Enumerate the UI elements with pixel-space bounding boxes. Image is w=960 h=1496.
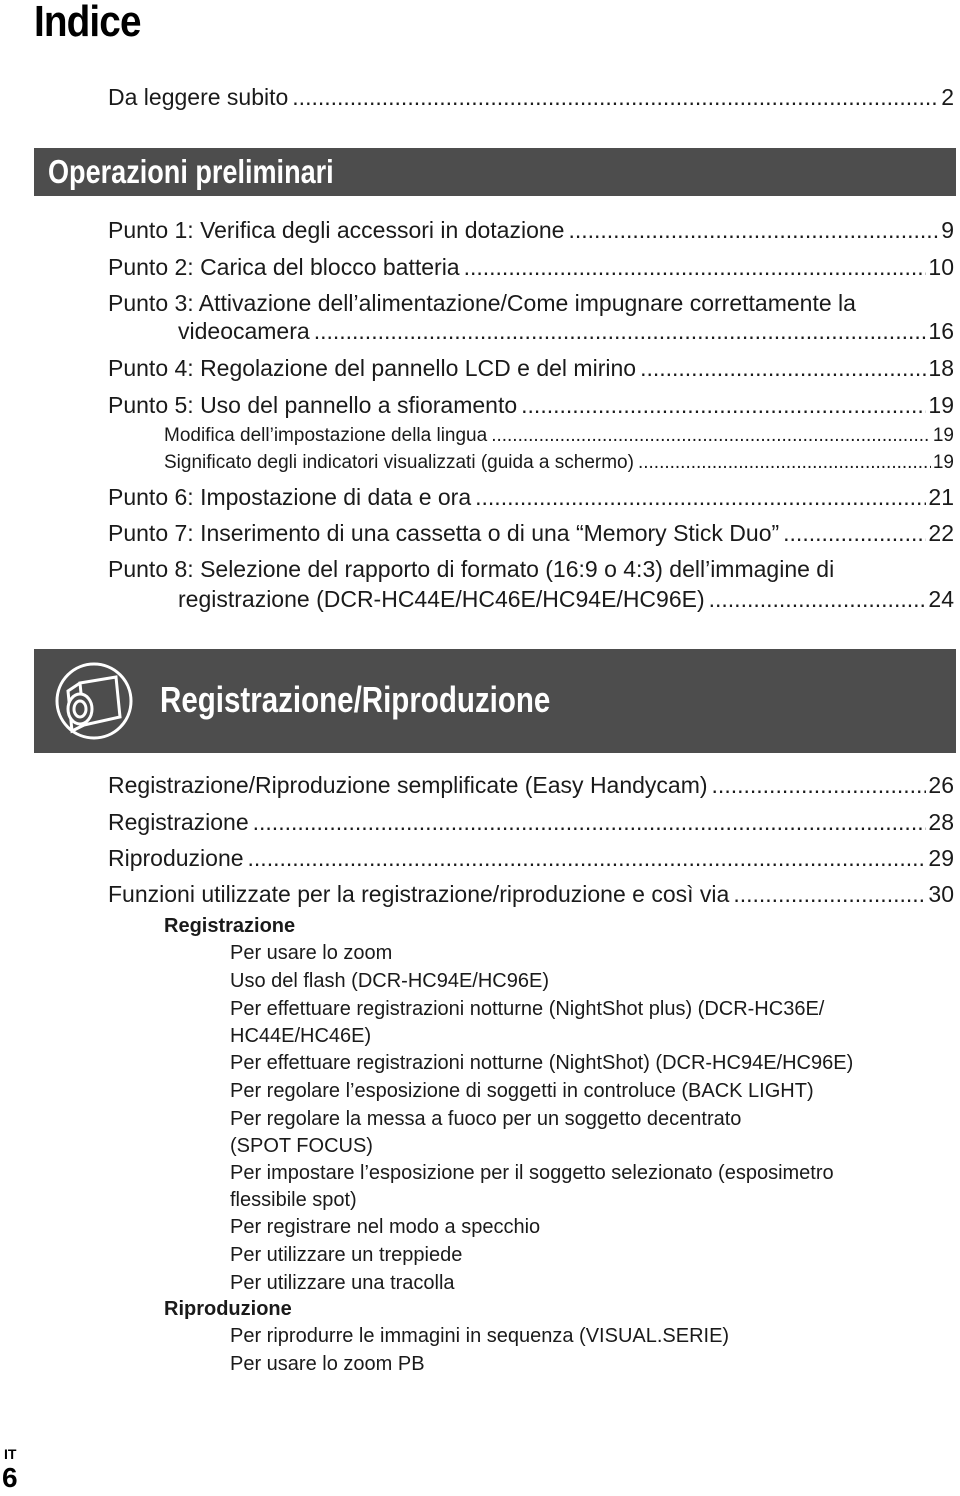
toc-entry-text: Punto 6: Impostazione di data e ora	[108, 484, 472, 510]
toc-page-number: 9	[941, 217, 954, 243]
leader-dots	[709, 586, 927, 613]
toc-entry-text: Registrazione	[108, 809, 249, 835]
toc-entry-text[interactable]: Punto 8: Selezione del rapporto di formato (16:9 o 4:3) dell’immagine di	[108, 556, 835, 582]
list-item[interactable]: Per usare lo zoom	[230, 942, 393, 964]
section-header-operazioni	[34, 148, 956, 196]
leader-dots	[464, 254, 927, 281]
list-item-cont[interactable]: HC44E/HC46E)	[230, 1025, 372, 1047]
toc-entry[interactable]	[108, 392, 954, 419]
list-item[interactable]: Per riprodurre le immagini in sequenza (VISUAL.SERIE)	[230, 1325, 730, 1347]
toc-entry[interactable]	[108, 355, 954, 382]
language-label: IT	[4, 1446, 17, 1462]
list-item[interactable]: Uso del flash (DCR-HC94E/HC96E)	[230, 970, 549, 992]
leader-dots	[253, 809, 927, 836]
leader-dots	[568, 217, 939, 244]
toc-entry-text-cont: videocamera	[178, 318, 310, 344]
toc-entry[interactable]	[108, 881, 954, 908]
leader-dots	[475, 484, 926, 511]
leader-dots	[248, 845, 927, 872]
toc-entry[interactable]	[178, 586, 954, 613]
toc-entry[interactable]	[108, 845, 954, 872]
toc-page-number: 21	[928, 484, 954, 510]
list-item-cont[interactable]: (SPOT FOCUS)	[230, 1135, 373, 1157]
list-item[interactable]: Per impostare l’esposizione per il soggetto selezionato (esposimetro	[230, 1162, 834, 1184]
page-title: Indice	[34, 0, 141, 46]
leader-dots	[712, 772, 927, 799]
list-item-cont[interactable]: flessibile spot)	[230, 1189, 357, 1211]
camcorder-icon	[54, 661, 134, 741]
toc-entry-text: Punto 1: Verifica degli accessori in dotazione	[108, 217, 565, 243]
toc-subentry[interactable]	[164, 425, 954, 447]
list-item[interactable]: Per effettuare registrazioni notturne (NightShot plus) (DCR-HC36E/	[230, 998, 825, 1020]
toc-page-number: 26	[928, 772, 954, 798]
toc-page-number: 18	[928, 355, 954, 381]
subheading-riproduzione: Riproduzione	[164, 1298, 292, 1320]
toc-entry[interactable]	[108, 772, 954, 799]
list-item[interactable]: Per regolare l’esposizione di soggetti in controluce (BACK LIGHT)	[230, 1080, 814, 1102]
list-item[interactable]: Per usare lo zoom PB	[230, 1353, 425, 1375]
leader-dots	[733, 881, 926, 908]
toc-page-number: 16	[928, 318, 954, 344]
leader-dots	[638, 452, 931, 474]
toc-entry-text: Da leggere subito	[108, 84, 289, 110]
leader-dots	[521, 392, 926, 419]
subheading-registrazione: Registrazione	[164, 915, 296, 937]
list-item[interactable]: Per registrare nel modo a specchio	[230, 1216, 541, 1238]
toc-entry[interactable]	[108, 520, 954, 547]
section-title: Registrazione/Riproduzione	[160, 679, 551, 720]
toc-page-number: 22	[928, 520, 954, 546]
toc-page-number: 19	[932, 425, 954, 446]
toc-entry-text: Punto 2: Carica del blocco batteria	[108, 254, 460, 280]
toc-entry[interactable]	[108, 254, 954, 281]
toc-entry-text: Punto 5: Uso del pannello a sfioramento	[108, 392, 518, 418]
toc-page-number: 30	[928, 881, 954, 907]
leader-dots	[491, 425, 931, 447]
section-title: Operazioni preliminari	[48, 153, 334, 190]
toc-entry-text: Punto 7: Inserimento di una cassetta o di una “Memory Stick Duo”	[108, 520, 780, 546]
toc-page-number: 10	[928, 254, 954, 280]
toc-page-number: 24	[928, 586, 954, 612]
toc-entry[interactable]	[108, 217, 954, 244]
list-item[interactable]: Per effettuare registrazioni notturne (NightShot) (DCR-HC94E/HC96E)	[230, 1052, 854, 1074]
list-item[interactable]: Per utilizzare una tracolla	[230, 1272, 455, 1294]
toc-page-number: 2	[941, 84, 954, 110]
toc-entry[interactable]	[108, 484, 954, 511]
toc-entry-text: Punto 4: Regolazione del pannello LCD e del mirino	[108, 355, 637, 381]
toc-entry-text[interactable]: Punto 3: Attivazione dell’alimentazione/Come impugnare correttamente la	[108, 290, 856, 316]
list-item[interactable]: Per utilizzare un treppiede	[230, 1244, 463, 1266]
leader-dots	[292, 84, 939, 111]
leader-dots	[783, 520, 926, 547]
list-item[interactable]: Per regolare la messa a fuoco per un soggetto decentrato	[230, 1108, 742, 1130]
leader-dots	[640, 355, 926, 382]
toc-entry-text: Funzioni utilizzate per la registrazione/riproduzione e così via	[108, 881, 730, 907]
section-header-registrazione	[34, 649, 956, 753]
toc-page-number: 28	[928, 809, 954, 835]
toc-page-number: 29	[928, 845, 954, 871]
toc-subentry[interactable]	[164, 452, 954, 474]
toc-entry-text-cont: registrazione (DCR-HC44E/HC46E/HC94E/HC96E)	[178, 586, 705, 612]
toc-entry-text: Registrazione/Riproduzione semplificate (Easy Handycam)	[108, 772, 708, 798]
toc-entry-text: Significato degli indicatori visualizzati (guida a schermo)	[164, 452, 634, 473]
toc-entry-text: Riproduzione	[108, 845, 244, 871]
toc-entry[interactable]	[178, 318, 954, 345]
page-number: 6	[2, 1462, 18, 1493]
toc-page-number: 19	[928, 392, 954, 418]
toc-entry[interactable]	[108, 809, 954, 836]
leader-dots	[314, 318, 927, 345]
toc-entry-text: Modifica dell’impostazione della lingua	[164, 425, 488, 446]
toc-entry-intro[interactable]	[108, 84, 954, 111]
toc-page-number: 19	[932, 452, 954, 473]
